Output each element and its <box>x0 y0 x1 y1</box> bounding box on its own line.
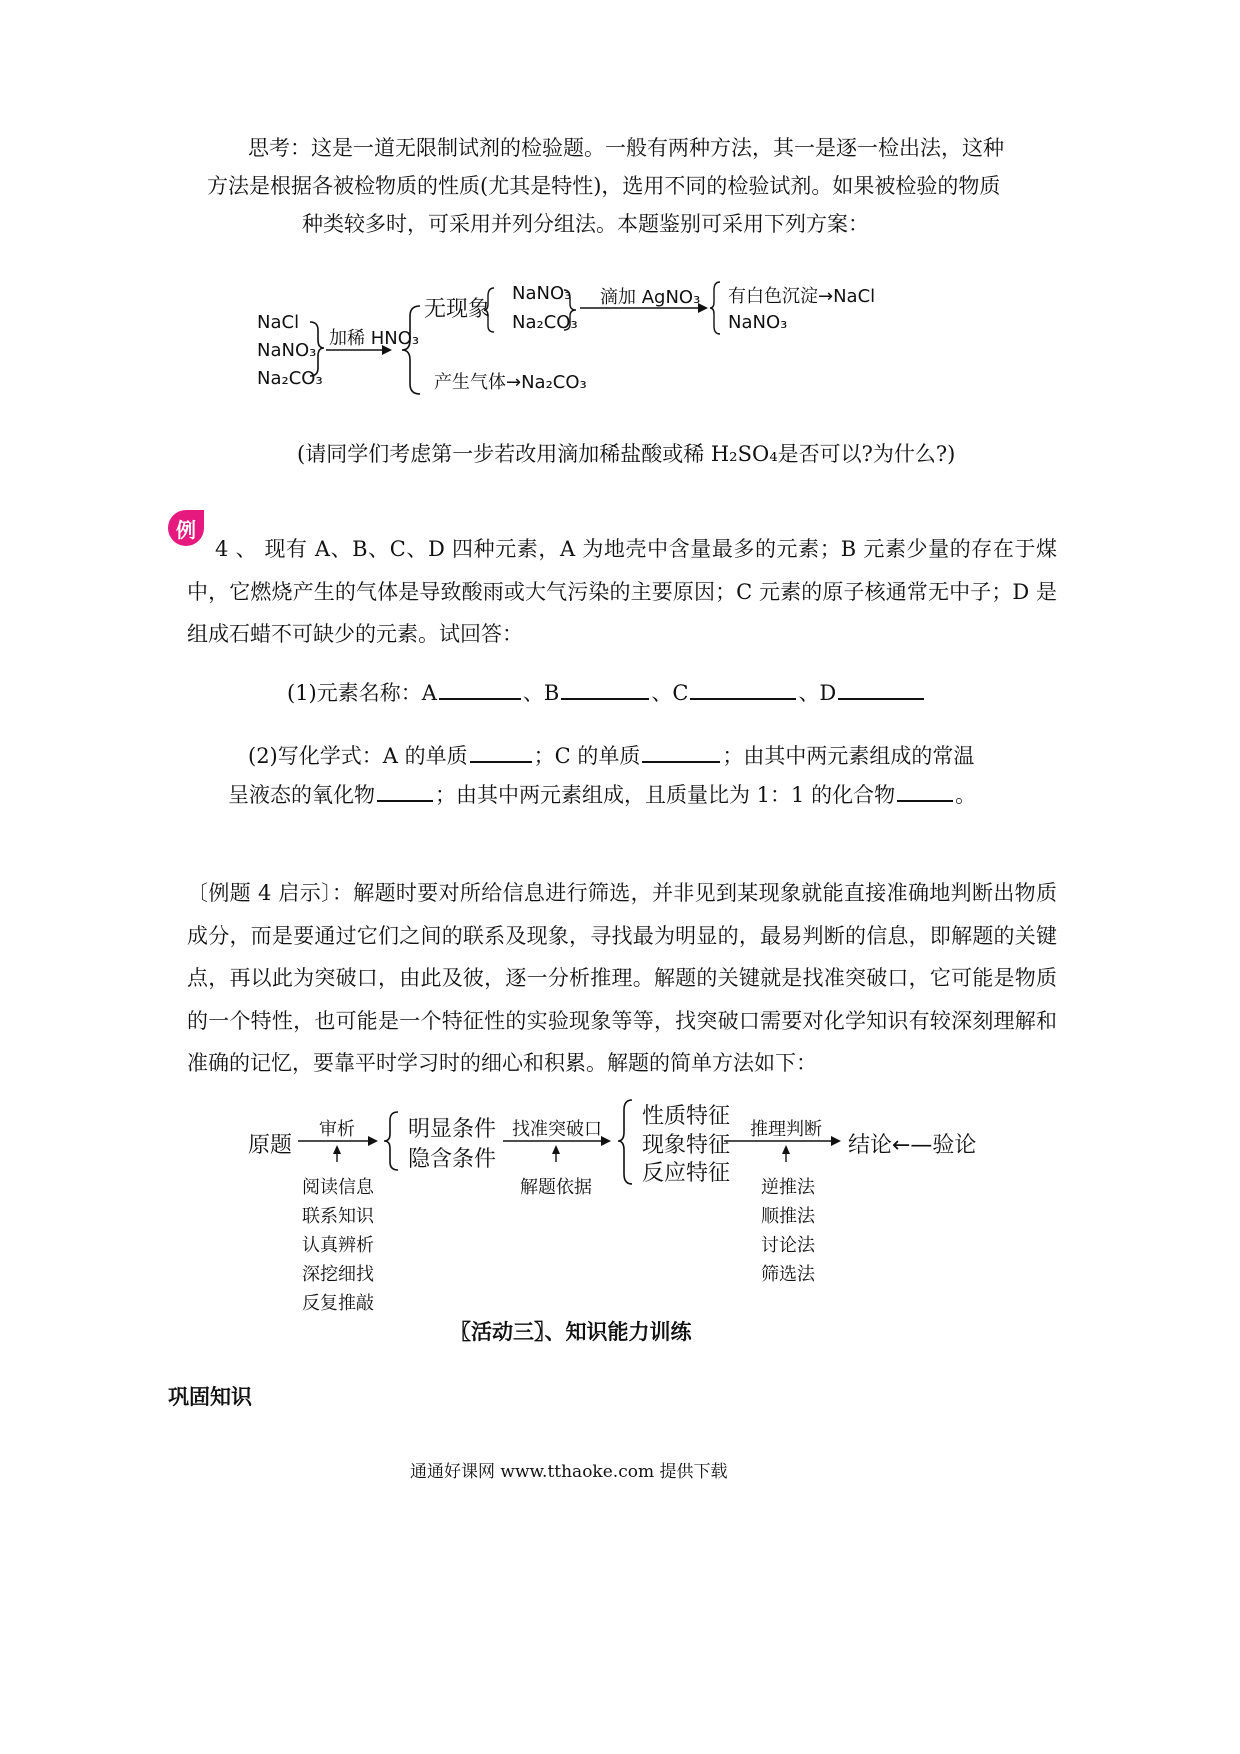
example-text <box>187 528 1057 656</box>
blank-a-element[interactable] <box>470 741 532 763</box>
blank-compound[interactable] <box>897 780 953 802</box>
flow-read-item-2: 联系知识 <box>302 1206 374 1227</box>
blank-a[interactable] <box>439 678 521 700</box>
q2-c: ；C 的单质 <box>533 744 641 768</box>
flow-cond-obvious: 明显条件 <box>408 1117 497 1142</box>
think-line-3: 种类较多时，可采用并列分组法。本题鉴别可采用下列方案： <box>302 212 869 236</box>
flow-method-4: 筛选法 <box>761 1264 815 1285</box>
flow-method-3: 讨论法 <box>761 1235 815 1256</box>
reagent-agno3: 滴加 AgNO₃ <box>600 287 701 308</box>
blank-c[interactable] <box>690 678 796 700</box>
footer: 通通好课网 www.tthaoke.com 提供下载 <box>410 1462 728 1482</box>
flow-step-analyze: 审析 <box>319 1119 355 1140</box>
q2-liquid-oxide: 呈液态的氧化物 <box>228 783 375 807</box>
gas-na2co3: 产生气体→Na₂CO₃ <box>434 372 587 393</box>
blank-d[interactable] <box>838 678 924 700</box>
sample-nacl: NaCl <box>257 312 300 333</box>
example-q2-line1 <box>248 741 974 768</box>
q2-compound: ；由其中两元素组成，且质量比为 1：1 的化合物 <box>435 783 896 807</box>
flow-feat-phenomenon: 现象特征 <box>642 1133 731 1158</box>
hint-paragraph: 〔例题 4 启示〕：解题时要对所给信息进行筛选，并非见到某现象就能直接准确地判断出物质成分，而是要通过它们之间的联系及现象，寻找最为明显的，最易判断的信息，即解题的关键点，再以此为突破口，由此及彼，逐一分析推理。解题的关键就是找准突破口，它可能是物质的一个特性，也可能是一个特征性的实验现象等等，找突破口需要对化学知识有较深刻理解和准确的记忆，要靠平时学习时的细心和积累。解题的简单方法如下： <box>187 881 1057 1075</box>
q1-d: 、D <box>798 681 837 705</box>
result-nacl: 有白色沉淀→NaCl <box>728 286 876 307</box>
flow-step-breakthrough: 找准突破口 <box>512 1119 602 1140</box>
q2-end: 。 <box>955 783 977 807</box>
activity-title: 〖活动三〗、知识能力训练 <box>450 1320 692 1344</box>
flow-read-item-4: 深挖细找 <box>302 1264 374 1285</box>
flow-feat-property: 性质特征 <box>642 1104 731 1129</box>
flow-cond-hidden: 隐含条件 <box>408 1147 497 1172</box>
q1-prefix: (1)元素名称：A <box>287 681 437 705</box>
q2-tail: ；由其中两元素组成的常温 <box>722 744 975 768</box>
sub-na2co3: Na₂CO₃ <box>512 312 578 333</box>
section-title: 巩固知识 <box>168 1385 252 1409</box>
think-line-1: 思考：这是一道无限制试剂的检验题。一般有两种方法，其一是逐一检出法，这种 <box>248 136 1004 160</box>
question-note: (请同学们考虑第一步若改用滴加稀盐酸或稀 H₂SO₄是否可以?为什么?) <box>297 442 956 466</box>
flow-read-item-1: 阅读信息 <box>302 1177 374 1198</box>
q2-prefix: (2)写化学式：A 的单质 <box>248 744 468 768</box>
blank-b[interactable] <box>561 678 649 700</box>
blank-liquid-oxide[interactable] <box>377 780 433 802</box>
q1-c: 、C <box>651 681 689 705</box>
flow-read-item-3: 认真辨析 <box>302 1235 374 1256</box>
example-badge-label: 例 <box>176 518 196 542</box>
flow-start: 原题 <box>248 1133 293 1158</box>
flow-read-item-5: 反复推敲 <box>302 1293 374 1314</box>
sample-nano3: NaNO₃ <box>257 340 317 361</box>
flow-feat-reaction: 反应特征 <box>642 1161 731 1186</box>
flow-method-2: 顺推法 <box>761 1206 815 1227</box>
example-statement: 4 、 现有 A、B、C、D 四种元素，A 为地壳中含量最多的元素；B 元素少量的存在于煤中，它燃烧产生的气体是导致酸雨或大气污染的主要原因；C 元素的原子核通常无中子；D 是组成石蜡不可缺少的元素。试回答： <box>187 537 1057 646</box>
flow-method-1: 逆推法 <box>761 1177 815 1198</box>
think-line-2: 方法是根据各被检物质的性质(尤其是特性)，选用不同的检验试剂。如果被检验的物质 <box>207 174 1001 198</box>
no-phenomenon-label: 无现象 <box>424 297 491 322</box>
example-q2-line2 <box>228 780 976 807</box>
flow-end: 结论←—验论 <box>848 1133 977 1158</box>
sub-nano3: NaNO₃ <box>512 283 572 304</box>
blank-c-element[interactable] <box>642 741 720 763</box>
flow-step-reasoning: 推理判断 <box>750 1119 822 1140</box>
flow-basis: 解题依据 <box>520 1177 592 1198</box>
result-nano3: NaNO₃ <box>728 312 788 333</box>
example-q1 <box>287 678 926 705</box>
q1-b: 、B <box>522 681 560 705</box>
reagent-hno3: 加稀 HNO₃ <box>329 328 420 349</box>
sample-na2co3: Na₂CO₃ <box>257 368 323 389</box>
